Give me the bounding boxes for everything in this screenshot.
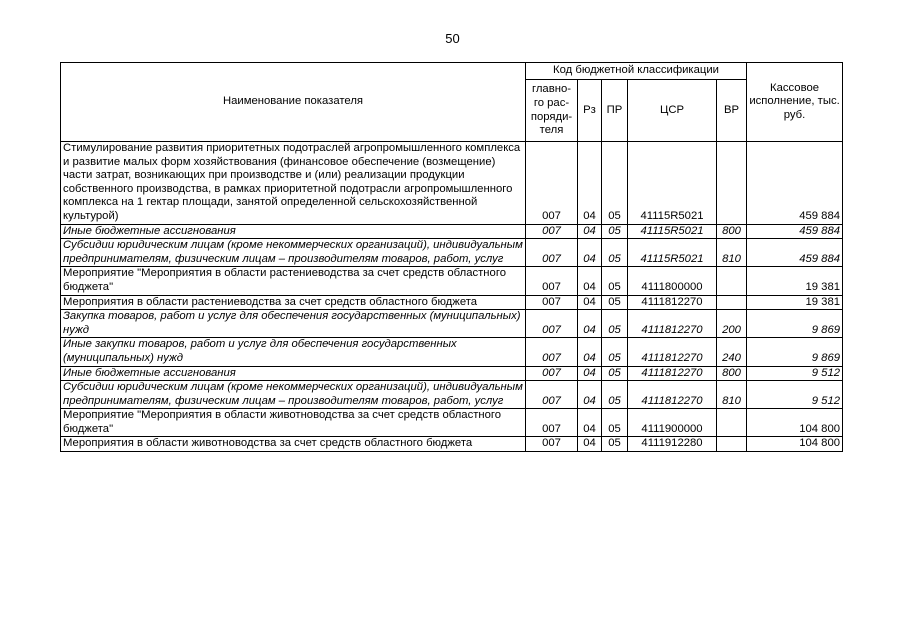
cell-name: Иные бюджетные ассигнования <box>61 224 526 239</box>
header-vr: ВР <box>717 80 747 142</box>
cell-rz: 04 <box>578 142 602 225</box>
cell-pr: 05 <box>602 267 628 295</box>
cell-name: Мероприятия в области растениеводства за счет средств областного бюджета <box>61 295 526 310</box>
cell-vr <box>717 409 747 437</box>
cell-rz: 04 <box>578 267 602 295</box>
cell-grbs: 007 <box>526 295 578 310</box>
cell-rz: 04 <box>578 295 602 310</box>
cell-pr: 05 <box>602 381 628 409</box>
cell-rz: 04 <box>578 310 602 338</box>
table-row <box>61 409 843 437</box>
cell-rz: 04 <box>578 437 602 452</box>
cell-csr: 4111912280 <box>628 437 717 452</box>
header-grbs: главно-го рас-поряди-теля <box>526 80 578 142</box>
cell-rz: 04 <box>578 366 602 381</box>
cell-vr <box>717 267 747 295</box>
cell-grbs: 007 <box>526 267 578 295</box>
cell-grbs: 007 <box>526 381 578 409</box>
cell-pr: 05 <box>602 366 628 381</box>
table-body <box>61 142 843 452</box>
cell-name: Субсидии юридическим лицам (кроме некоммерческих организаций), индивидуальным предпринимателям, физическим лицам – производителям товаров, работ, услуг <box>61 239 526 267</box>
header-rz: Рз <box>578 80 602 142</box>
cell-pr: 05 <box>602 142 628 225</box>
cell-pr: 05 <box>602 295 628 310</box>
cell-amount: 19 381 <box>747 295 843 310</box>
cell-csr: 4111900000 <box>628 409 717 437</box>
cell-name: Мероприятия в области животноводства за счет средств областного бюджета <box>61 437 526 452</box>
cell-name: Закупка товаров, работ и услуг для обеспечения государственных (муниципальных) нужд <box>61 310 526 338</box>
cell-csr: 4111812270 <box>628 295 717 310</box>
cell-name: Мероприятие "Мероприятия в области растениеводства за счет средств областного бюджета" <box>61 267 526 295</box>
cell-rz: 04 <box>578 409 602 437</box>
cell-pr: 05 <box>602 239 628 267</box>
table-row <box>61 437 843 452</box>
cell-vr: 200 <box>717 310 747 338</box>
cell-grbs: 007 <box>526 437 578 452</box>
cell-grbs: 007 <box>526 366 578 381</box>
table-row <box>61 267 843 295</box>
table-row <box>61 310 843 338</box>
header-code-group: Код бюджетной классификации <box>526 63 747 80</box>
page-number: 50 <box>445 31 460 46</box>
cell-name: Субсидии юридическим лицам (кроме некоммерческих организаций), индивидуальным предпринимателям, физическим лицам – производителям товаров, работ, услуг <box>61 381 526 409</box>
cell-amount: 9 512 <box>747 381 843 409</box>
table-row <box>61 239 843 267</box>
cell-vr: 810 <box>717 381 747 409</box>
cell-vr <box>717 437 747 452</box>
header-pr: ПР <box>602 80 628 142</box>
cell-amount: 104 800 <box>747 437 843 452</box>
cell-name: Мероприятие "Мероприятия в области животноводства за счет средств областного бюджета" <box>61 409 526 437</box>
table-row <box>61 295 843 310</box>
header-amount: Кассовое исполнение, тыс. руб. <box>747 63 843 142</box>
cell-pr: 05 <box>602 338 628 366</box>
cell-amount: 104 800 <box>747 409 843 437</box>
cell-rz: 04 <box>578 338 602 366</box>
table-row <box>61 224 843 239</box>
cell-csr: 4111812270 <box>628 366 717 381</box>
cell-amount: 459 884 <box>747 224 843 239</box>
cell-csr: 4111800000 <box>628 267 717 295</box>
cell-amount: 459 884 <box>747 239 843 267</box>
cell-amount: 459 884 <box>747 142 843 225</box>
cell-name: Иные закупки товаров, работ и услуг для обеспечения государственных (муниципальных) нужд <box>61 338 526 366</box>
table-row <box>61 142 843 225</box>
cell-vr: 810 <box>717 239 747 267</box>
cell-amount: 9 869 <box>747 310 843 338</box>
cell-vr <box>717 142 747 225</box>
cell-pr: 05 <box>602 310 628 338</box>
cell-pr: 05 <box>602 409 628 437</box>
cell-vr: 240 <box>717 338 747 366</box>
cell-rz: 04 <box>578 381 602 409</box>
cell-vr <box>717 295 747 310</box>
cell-amount: 19 381 <box>747 267 843 295</box>
cell-amount: 9 512 <box>747 366 843 381</box>
header-csr: ЦСР <box>628 80 717 142</box>
cell-name: Иные бюджетные ассигнования <box>61 366 526 381</box>
cell-pr: 05 <box>602 224 628 239</box>
cell-csr: 41115R5021 <box>628 239 717 267</box>
cell-grbs: 007 <box>526 239 578 267</box>
header-name: Наименование показателя <box>61 63 526 142</box>
cell-csr: 41115R5021 <box>628 224 717 239</box>
cell-grbs: 007 <box>526 409 578 437</box>
cell-rz: 04 <box>578 224 602 239</box>
cell-vr: 800 <box>717 366 747 381</box>
cell-csr: 4111812270 <box>628 310 717 338</box>
cell-csr: 4111812270 <box>628 381 717 409</box>
cell-pr: 05 <box>602 437 628 452</box>
cell-grbs: 007 <box>526 338 578 366</box>
cell-vr: 800 <box>717 224 747 239</box>
cell-rz: 04 <box>578 239 602 267</box>
cell-csr: 4111812270 <box>628 338 717 366</box>
cell-csr: 41115R5021 <box>628 142 717 225</box>
cell-grbs: 007 <box>526 224 578 239</box>
table-row <box>61 338 843 366</box>
cell-grbs: 007 <box>526 310 578 338</box>
table-row <box>61 381 843 409</box>
cell-amount: 9 869 <box>747 338 843 366</box>
table-row <box>61 366 843 381</box>
cell-name: Стимулирование развития приоритетных подотраслей агропромышленного комплекса и развитие малых форм хозяйствования (финансовое обеспечение (возмещение) части затрат, возникающих при производстве и (или) реализации продукции собственного производства, в рамках приоритетной подотрасли агропромышленного комплекса на 1 гектар площади, занятой определенной сельскохозяйственной культурой) <box>61 142 526 225</box>
cell-grbs: 007 <box>526 142 578 225</box>
budget-table <box>60 62 843 452</box>
